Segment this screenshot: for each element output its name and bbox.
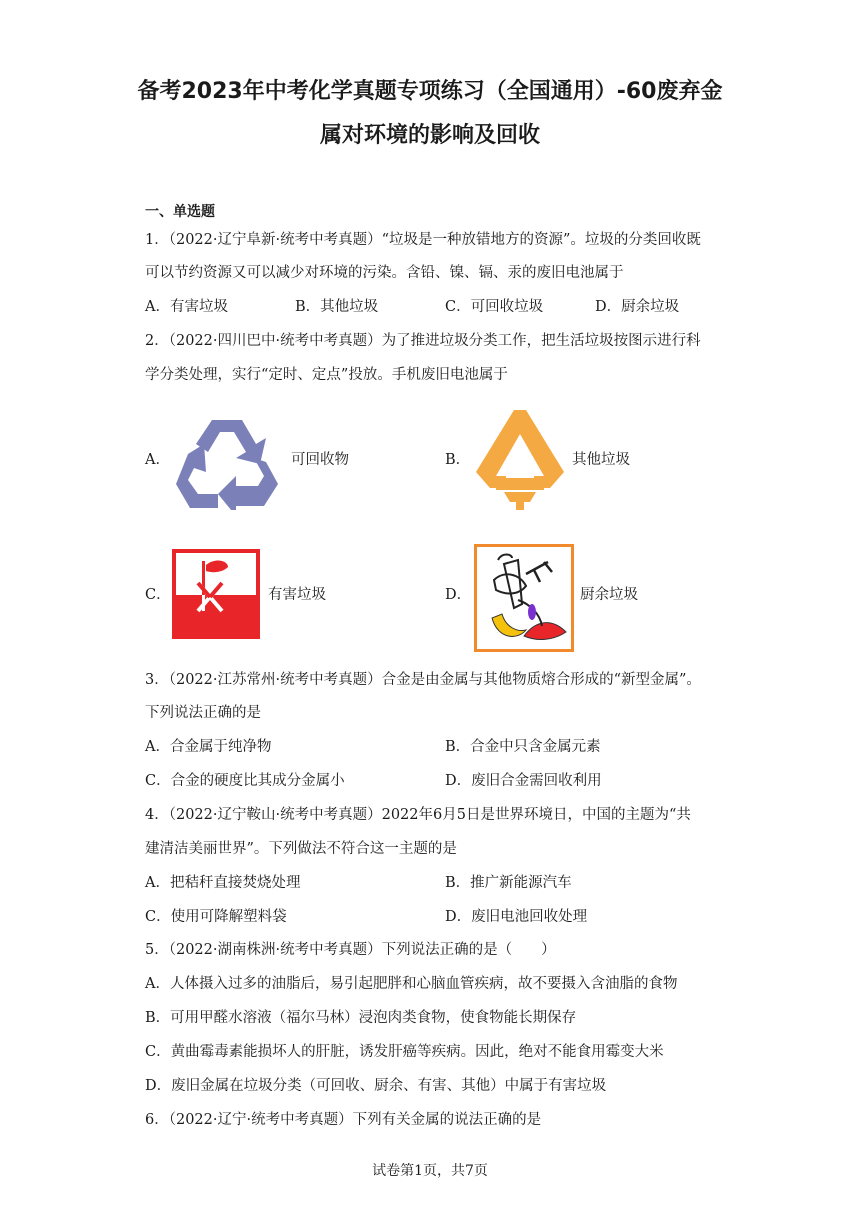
question-5-line-1: 5．（2022·湖南株洲·统考中考真题）下列说法正确的是（ ） — [145, 942, 556, 958]
q2-option-a-text: 可回收物 — [291, 452, 349, 468]
title-line-1: 备考2023年中考化学真题专项练习（全国通用）-60废弃金 — [137, 79, 723, 104]
question-1-line-1: 1．（2022·辽宁阜新·统考中考真题）“垃圾是一种放错地方的资源”。垃圾的分类回收既 — [145, 232, 701, 248]
q5-option-a: A．人体摄入过多的油脂后，易引起肥胖和心脑血管疾病，故不要摄入含油脂的食物 — [145, 976, 678, 992]
q2-option-d-letter: D． — [445, 587, 472, 603]
q3-option-d: D．废旧合金需回收利用 — [445, 773, 602, 789]
hazardous-waste-icon — [172, 549, 260, 639]
page-title — [110, 70, 750, 158]
q4-option-b: B．推广新能源汽车 — [445, 875, 572, 891]
q3-option-b: B．合金中只含金属元素 — [445, 739, 601, 755]
q1-option-a: A．有害垃圾 — [145, 299, 228, 315]
q4-option-c: C．使用可降解塑料袋 — [145, 909, 287, 925]
q2-option-c-text: 有害垃圾 — [268, 587, 326, 603]
q2-option-b-letter: B． — [445, 452, 471, 468]
question-4-line-2: 建清洁美丽世界”。下列做法不符合这一主题的是 — [145, 841, 457, 857]
q1-option-d: D．厨余垃圾 — [595, 299, 680, 315]
other-waste-icon — [474, 408, 566, 510]
q3-option-a: A．合金属于纯净物 — [145, 739, 272, 755]
q4-option-a: A．把秸秆直接焚烧处理 — [145, 875, 301, 891]
q2-option-c-letter: C． — [145, 587, 171, 603]
page-footer: 试卷第1页，共7页 — [372, 1163, 488, 1179]
question-4-line-1: 4．（2022·辽宁鞍山·统考中考真题）2022年6月5日是世界环境日，中国的主题为“共 — [145, 807, 691, 823]
question-2-line-1: 2．（2022·四川巴中·统考中考真题）为了推进垃圾分类工作，把生活垃圾按图示进行科 — [145, 333, 701, 349]
q4-option-d: D．废旧电池回收处理 — [445, 909, 588, 925]
question-2-line-2: 学分类处理，实行“定时、定点”投放。手机废旧电池属于 — [145, 367, 508, 383]
q2-option-a-letter: A． — [145, 452, 170, 468]
title-line-2: 属对环境的影响及回收 — [319, 123, 540, 148]
q5-option-b: B．可用甲醛水溶液（福尔马林）浸泡肉类食物，使食物能长期保存 — [145, 1010, 577, 1026]
q2-option-d-text: 厨余垃圾 — [580, 587, 638, 603]
q1-option-c: C．可回收垃圾 — [445, 299, 544, 315]
recycle-icon — [174, 414, 280, 510]
q5-option-d: D．废旧金属在垃圾分类（可回收、厨余、有害、其他）中属于有害垃圾 — [145, 1078, 607, 1094]
kitchen-waste-icon — [474, 544, 574, 652]
q3-option-c: C．合金的硬度比其成分金属小 — [145, 773, 345, 789]
q5-option-c: C．黄曲霉毒素能损坏人的肝脏，诱发肝癌等疾病。因此，绝对不能食用霉变大米 — [145, 1044, 664, 1060]
q2-option-b-text: 其他垃圾 — [572, 452, 630, 468]
q1-option-b: B．其他垃圾 — [295, 299, 379, 315]
question-6-line-1: 6．（2022·辽宁·统考中考真题）下列有关金属的说法正确的是 — [145, 1112, 542, 1128]
question-1-line-2: 可以节约资源又可以减少对环境的污染。含铅、镍、镉、汞的废旧电池属于 — [145, 265, 624, 281]
section-heading: 一、单选题 — [145, 204, 215, 220]
question-3-line-2: 下列说法正确的是 — [145, 705, 261, 721]
question-3-line-1: 3．（2022·江苏常州·统考中考真题）合金是由金属与其他物质熔合形成的“新型金属”。 — [145, 672, 701, 688]
